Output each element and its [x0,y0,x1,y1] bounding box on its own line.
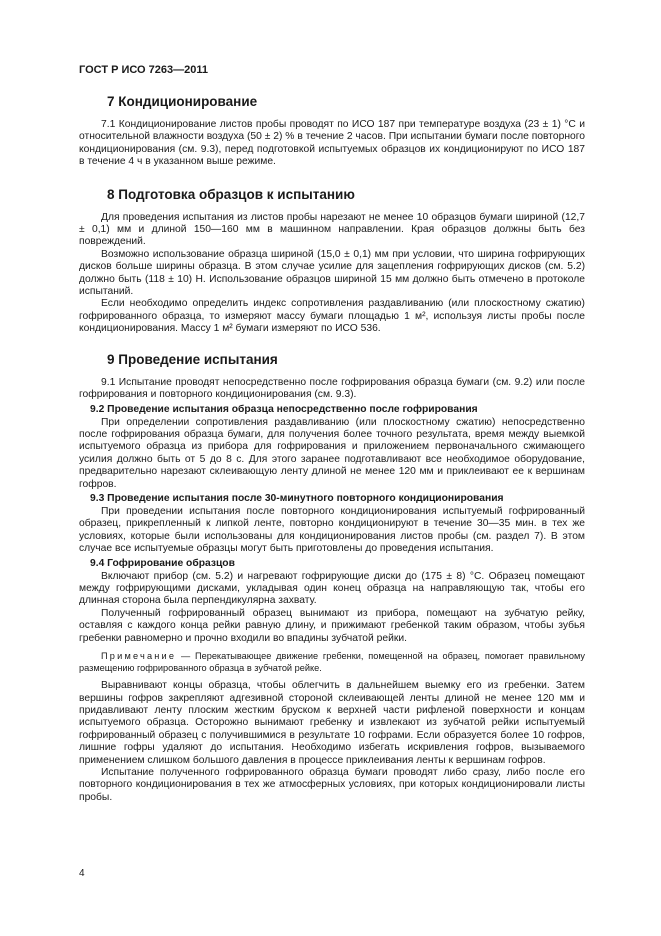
note-text: — Перекатывающее движение гребенки, помещенной на образец, помогает правильному размещению гофрированного образца в зубчатой рейке. [79,651,585,673]
subsection-9-4-heading: 9.4 Гофрирование образцов [90,557,235,569]
note-label: Примечание [101,651,177,661]
section-8 [79,187,585,336]
subsection-9-3-heading: 9.3 Проведение испытания после 30-минутного повторного кондиционирования [90,492,504,504]
section-7-heading: 7 Кондиционирование [107,94,258,109]
subsection-9-2-heading: 9.2 Проведение испытания образца непосредственно после гофрирования [90,403,478,415]
section-9 [79,352,585,805]
paragraph-9-1: 9.1 Испытание проводят непосредственно после гофрирования образца бумаги (см. 9.2) или после гофрирования и повторного кондиционирования (см. 9.3). [79,376,585,401]
paragraph-9-4-a: Включают прибор (см. 5.2) и нагревают гофрирующие диски до (175 ± 8) °С. Образец помещают между гофрирующими дисками, укладывая один конец образца на направляющую так, чтобы его длинная сторона была перпендикулярна захвату. [79,570,585,607]
page-number: 4 [79,868,85,879]
paragraph-9-2: При определении сопротивления раздавливанию (или плоскостному сжатию) непосредственно после гофрирования образца бумаги, для получения более точного результата, время между выемкой испытуемого образца из прибора для гофрирования и приложением первоначального сжимающего усилия должно быть от 5 до 8 с. Для этого заранее подготавливают все необходимое оборудование, предварительно нарезают склеивающую ленту длиной не менее 120 мм и приклеивают ее к вершинам гофров. [79,416,585,490]
paragraph-8-1: Для проведения испытания из листов пробы нарезают не менее 10 образцов бумаги шириной (12,7 ± 0,1) мм и длиной 150—160 мм в машинном направлении. Края образцов должны быть без повреждений. [79,211,585,248]
paragraph-9-3: При проведении испытания после повторного кондиционирования испытуемый гофрированный образец, прикрепленный к липкой ленте, повторно кондиционируют в течение 30—35 мин. в тех же условиях, которые были использованы для кондиционирования листов пробы (см. раздел 7). В этом случае все испытуемые образцы могут быть приготовлены до проведения испытания. [79,505,585,555]
paragraph-9-4-d: Испытание полученного гофрированного образца бумаги проводят либо сразу, либо после его повторного кондиционирования в тех же атмосферных условиях, при которых кондиционировали листы пробы. [79,767,585,803]
document-header: ГОСТ Р ИСО 7263—2011 [79,64,209,76]
document-page [79,64,585,820]
section-9-heading: 9 Проведение испытания [107,351,278,367]
paragraph-8-2: Возможно использование образца шириной (15,0 ± 0,1) мм при условии, что ширина гофрирующих дисков больше ширины образца. В этом случае усилие для зацепления гофрирующих дисков (см. 5.2) должно быть (118 ± 10) Н. Использование образцов шириной 15 мм должно быть отмечено в протоколе испытаний. [79,248,585,298]
section-8-heading: 8 Подготовка образцов к испытанию [107,186,355,202]
section-7 [79,94,585,169]
paragraph-9-4-b: Полученный гофрированный образец вынимают из прибора, помещают на зубчатую рейку, оставляя с каждого конца рейки равную длину, и прижимают гребенкой таким образом, чтобы зубья гребенки равномерно и прочно входили во впадины зубчатой рейки. [79,607,585,644]
note [79,651,585,674]
paragraph-9-4-c: Выравнивают концы образца, чтобы облегчить в дальнейшем выемку его из гребенки. Затем вершины гофров закрепляют адгезивной стороной склеивающей ленты длиной не менее 120 мм и придавливают ленту плоским жестким бруском к верхней части рифленой поверхности и концам испытуемого образца. Осторожно вынимают гребенку и извлекают из зубчатой рейки испытуемый гофрированный образец с получившимися в результате 10 гофрами. Если образуется более 10 гофров, лишние гофры удаляют до испытания. Необходимо избегать искривления гофров, вызываемого применением слишком большого давления в процессе приклеивания ленты к вершинам гофров. [79,680,585,766]
paragraph-8-3: Если необходимо определить индекс сопротивления раздавливанию (или плоскостному сжатию) гофрированного образца, то измеряют массу бумаги площадью 1 м², используя листы пробы после кондиционирования. Массу 1 м² бумаги измеряют по ИСО 536. [79,298,585,335]
paragraph-7-1: 7.1 Кондиционирование листов пробы проводят по ИСО 187 при температуре воздуха (23 ± 1) °С и относительной влажности воздуха (50 ± 2) % в течение 2 часов. При испытании бумаги после повторного кондиционирования (см. 9.3), перед подготовкой испытуемых образцов их кондиционируют по ИСО 187 в течение 4 ч в указанном выше режиме. [79,119,585,168]
